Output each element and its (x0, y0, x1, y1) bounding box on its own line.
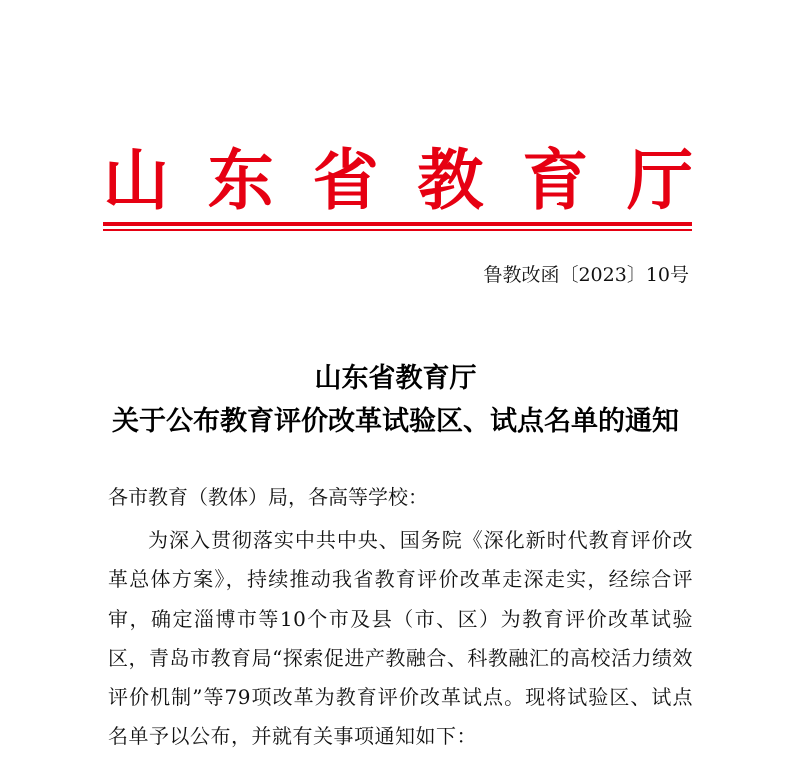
masthead-title: 山东省教育厅 (103, 141, 693, 219)
masthead-rule-thick (103, 222, 692, 226)
document-number: 鲁教改函〔2023〕10号 (483, 264, 689, 286)
document-title-line-1: 山东省教育厅 (314, 363, 477, 394)
body-paragraph: 为深入贯彻落实中共中央、国务院《深化新时代教育评价改革总体方案》，持续推动我省教育评价改革走深走实，经综合评审，确定淄博市等10个市及县（市、区）为教育评价改革试验区，青岛市教育局“探索促进产教融合、科教融汇的高校活力绩效评价机制”等79项改革为教育评价改革试点。现将试验区、试点名单予以公布，并就有关事项通知如下： (108, 528, 693, 749)
masthead-rule-thin (103, 229, 692, 231)
salutation: 各市教育（教体）局，各高等学校： (108, 485, 428, 509)
document-title-line-2: 关于公布教育评价改革试验区、试点名单的通知 (112, 406, 679, 437)
